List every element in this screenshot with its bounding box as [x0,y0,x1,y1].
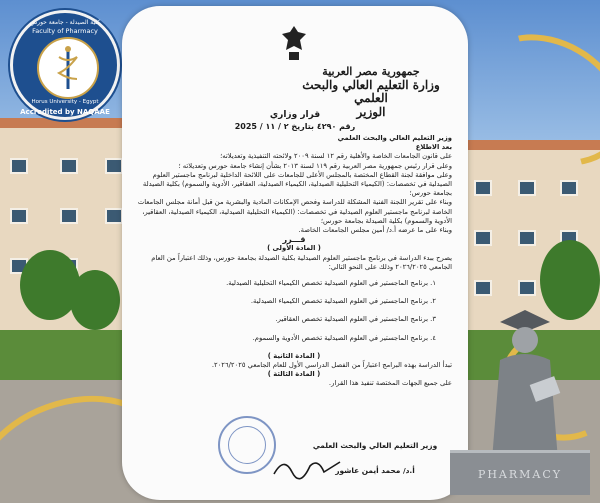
program-number: ٤. [430,333,436,342]
window [60,158,78,174]
official-stamp [218,416,276,474]
letterhead-ministry: وزارة التعليم العالي والبحث العلمي [302,77,440,106]
plinth-label: PHARMACY [477,468,563,481]
clause: على قانون الجامعات الخاصة والأهلية رقم ١٢ لسنة ٢٠٠٩ ولائحته التنفيذية وتعديلاته؛ [220,152,452,161]
seal-faculty-text: Faculty of Pharmacy [32,27,98,35]
article-3-heading: ( المادة الثالثة ) [267,370,321,379]
article-1-heading: ( المادة الأولى ) [267,244,321,253]
article-2-heading: ( المادة الثانية ) [267,351,321,360]
window [518,230,536,246]
decree-intro: وزير التعليم العالي والبحث العلمي [337,134,452,142]
clause: وعلى موافقة لجنة القطاع المختصة بالمجلس الأعلى للجامعات على اللائحة الداخلية لبرنامج ماجستير العلوم الصيدلية في تخصصات: (الكيمياء التحليلية الصيدلية، الكيمياء الصيدلية، العقاقير، الأدوية والسموم) بكلية الصيدلة بجامعة حورس؛ [142,170,452,198]
window [10,158,28,174]
program-item [136,315,452,324]
program-number: ١. [430,279,436,288]
window [518,280,536,296]
clause: وعلى قرار رئيس جمهورية مصر العربية رقم ١١٩ لسنة ٢٠١٣ بشأن إنشاء جامعة حورس وتعديلاته ؛ [178,161,452,170]
window [560,180,578,196]
program-number: ٢. [430,297,436,306]
seal-accreditation-text: Accredited by NAQAAE [20,108,110,116]
decides-heading: قـــرر [282,235,306,245]
window [474,280,492,296]
after-review: بعد الاطلاع [415,143,452,152]
window [10,208,28,224]
eagle-emblem-icon [280,24,308,62]
program-item [136,297,452,306]
letterhead-minister: الوزير [356,105,386,120]
signature-block [300,440,450,476]
program-item [136,279,452,288]
window [105,208,123,224]
decree-body [136,134,452,389]
seal-university-text: Horus University - Egypt [31,99,99,105]
letterhead-republic: جمهورية مصر العربية [322,65,420,78]
window [474,180,492,196]
campus-building-left [0,118,140,348]
seal-emblem [37,37,99,99]
decree-title: قرار وزاري [269,110,321,120]
window [474,230,492,246]
program-label: برنامج الماجستير في العلوم الصيدلية تخصص الأدوية والسموم. [252,333,428,342]
caduceus-icon [39,39,97,97]
window [60,208,78,224]
tree [70,270,120,330]
clause: وبناء على تقرير اللجنة الفنية المشكلة للدراسة وفحص الإمكانات المادية والبشرية من قبل أمانة مجلس الجامعات الخاصة لبرنامج ماجستير العلوم الصيدلية في تخصصات: (الكيمياء التحليلية الصيدلية، الكيمياء الصيدلية، العقاقير، الأدوية والسموم) بكلية الصيدلة بجامعة حورس؛ [137,198,452,225]
window [518,180,536,196]
article-1-text: يصرح ببدء الدراسة في برنامج ماجستير العلوم الصيدلية بكلية الصيدلة بجامعة حورس، وذلك اعتباراً من العام الجامعي ٢٠٢٦/٢٠٢٥ وذلك على النحو التالي: [151,253,452,271]
decree-number: رقم ٤٢٩٠ بتاريخ ٢ / ١١ / 2025 [234,122,356,131]
program-label: برنامج الماجستير في العلوم الصيدلية تخصص العقاقير. [275,315,428,324]
program-label: برنامج الماجستير في العلوم الصيدلية تخصص الكيمياء الصيدلية. [250,297,428,306]
seal-arabic-text: كلية الصيدلة - جامعة حورس [29,19,101,26]
article-2-text: تبدأ الدراسة بهذه البرامج اعتباراً من الفصل الدراسي الأول للعام الجامعي ٢٠٢٦/٢٠٢٥. [211,361,452,370]
signatory-name: أ.د/ محمد أيمن عاشور [335,466,415,475]
faculty-seal [10,10,120,120]
signatory-role: وزير التعليم العالي والبحث العلمي [312,441,438,450]
decree-document [122,6,468,500]
program-item [136,334,452,343]
clause: وبناء على ما عرضه أ.د/ أمين مجلس الجامعات الخاصة. [298,226,452,235]
program-label: برنامج الماجستير في العلوم الصيدلية تخصص الكيمياء التحليلية الصيدلية. [226,279,428,288]
window [105,158,123,174]
article-3-text: على جميع الجهات المختصة تنفيذ هذا القرار. [328,379,452,388]
program-number: ٣. [430,315,436,324]
